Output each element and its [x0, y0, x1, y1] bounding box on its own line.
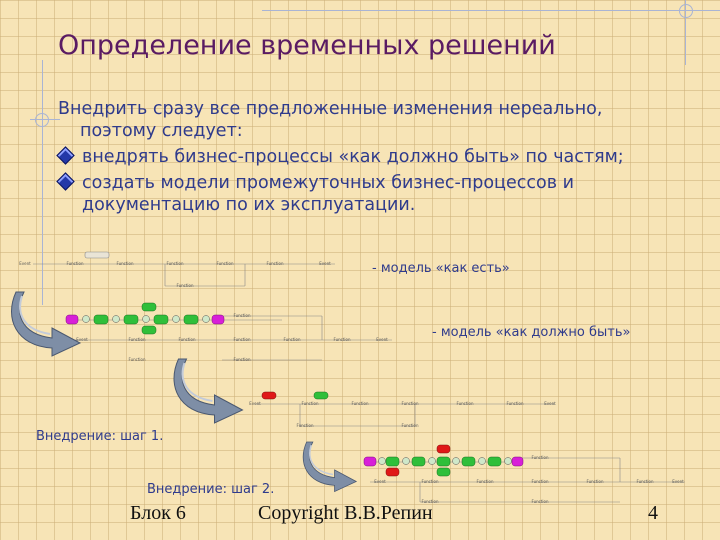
event-node-label: Event [19, 261, 31, 266]
bullet-item [58, 172, 658, 216]
function-node-label: Function [456, 401, 474, 406]
deco-circle [35, 113, 49, 127]
function-node-label: Function [531, 499, 549, 504]
intro-paragraph: Внедрить сразу все предложенные изменения нереально, поэтому следует: [58, 99, 603, 141]
deco-top-right-circle [679, 4, 693, 18]
function-node-label: Function [351, 401, 369, 406]
event-node-label: Event [76, 337, 88, 342]
function-node-label: Function [233, 337, 251, 342]
function-node-label: Function [128, 337, 146, 342]
function-node-label: Function [233, 313, 251, 318]
diamond-bullet-icon [56, 146, 74, 164]
deco-top-right-horizontal-line [262, 10, 720, 11]
label-step-1: Внедрение: шаг 1. [36, 429, 164, 444]
bullet-text: создать модели промежуточных бизнес-процессов и документацию по их эксплуатации. [82, 173, 574, 215]
function-node-label: Function [636, 479, 654, 484]
event-node-label: Event [374, 479, 386, 484]
slide-title: Определение временных решений [58, 30, 556, 61]
process-nodes [364, 445, 523, 476]
event-node-label: Event [672, 479, 684, 484]
label-to-be-model: - модель «как должно быть» [432, 325, 631, 340]
function-node-label: Function [531, 455, 549, 460]
function-node-label: Function [166, 261, 184, 266]
event-node-label: Event [544, 401, 556, 406]
red-event-node [262, 392, 276, 399]
curved-arrow-icon [302, 432, 364, 500]
function-node-label: Function [216, 261, 234, 266]
function-node-label: Function [401, 423, 419, 428]
event-node-label: Event [249, 401, 261, 406]
footer-page-number: 4 [648, 502, 658, 524]
curved-arrow-icon [10, 288, 90, 358]
event-node-label: Event [376, 337, 388, 342]
function-node-label: Function [531, 479, 549, 484]
function-node-label: Function [421, 479, 439, 484]
function-node-label: Function [401, 401, 419, 406]
function-node-label: Function [586, 479, 604, 484]
function-node-label: Function [178, 337, 196, 342]
function-node-label: Function [128, 357, 146, 362]
bullet-item [58, 146, 658, 168]
function-node-label: Function [176, 283, 194, 288]
function-node-label: Function [233, 357, 251, 362]
function-node-label: Function [283, 337, 301, 342]
body-text [58, 98, 658, 220]
footer-copyright: Copyright В.В.Репин [258, 502, 433, 524]
function-node-label: Function [116, 261, 134, 266]
event-node-label: Event [319, 261, 331, 266]
function-node-label: Function [333, 337, 351, 342]
label-as-is-model: - модель «как есть» [372, 261, 510, 276]
curved-arrow-icon [170, 355, 255, 425]
footer-block: Блок 6 [130, 502, 186, 524]
label-step-2: Внедрение: шаг 2. [147, 482, 275, 497]
diamond-bullet-icon [56, 172, 74, 190]
function-node-label: Function [266, 261, 284, 266]
bullet-text: внедрять бизнес-процессы «как должно быть» по частям; [82, 147, 624, 167]
function-node-label: Function [66, 261, 84, 266]
function-node-label: Function [296, 423, 314, 428]
function-node-label: Function [421, 499, 439, 504]
function-node-label: Function [301, 401, 319, 406]
green-function-node [314, 392, 328, 399]
function-node-label: Function [506, 401, 524, 406]
function-node-label: Function [476, 479, 494, 484]
diagram-step1 [245, 390, 565, 435]
